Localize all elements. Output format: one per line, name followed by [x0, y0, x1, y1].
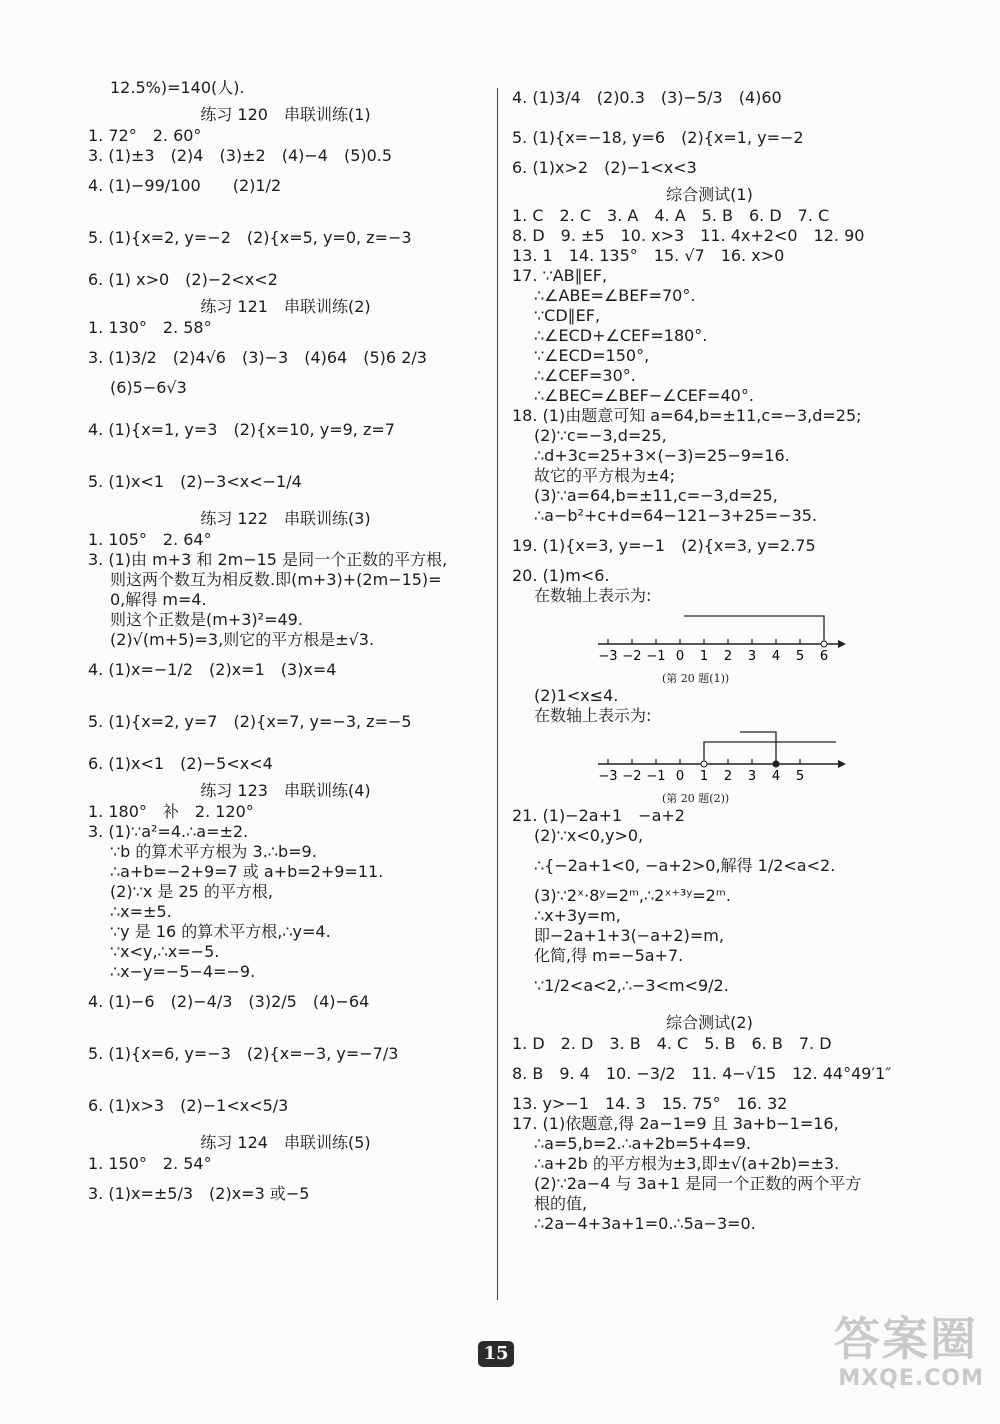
tick-label: −3 — [598, 649, 618, 664]
answer-line: 21. (1)−2a+1 −a+2 — [512, 806, 685, 825]
answer-line: 3. (1)3/2 (2)4√6 (3)−3 (4)64 (5)6 2/3 — [88, 348, 427, 367]
figure-caption: (第 20 题(1)) — [662, 672, 730, 685]
section-heading: 综合测试(1) — [666, 185, 753, 204]
answer-line: 6. (1)x<1 (2)−5<x<4 — [88, 754, 273, 773]
answer-line: ∵x<y,∴x=−5. — [110, 942, 220, 961]
column-divider — [497, 88, 498, 1300]
answer-line: 则这个正数是(m+3)²=49. — [110, 610, 303, 629]
number-line — [598, 730, 848, 792]
answer-line: (2)∵x<0,y>0, — [534, 826, 644, 845]
answer-line: 1. C 2. C 3. A 4. A 5. B 6. D 7. C — [512, 206, 830, 225]
answer-line: ∵1/2<a<2,∴−3<m<9/2. — [534, 976, 729, 995]
answer-line: (2)√(m+5)=3,则它的平方根是±√3. — [110, 630, 375, 649]
closed-endpoint — [773, 761, 779, 767]
answer-line: (2)∵2a−4 与 3a+1 是同一个正数的两个平方 — [534, 1174, 862, 1193]
section-heading: 练习 122 串联训练(3) — [200, 509, 371, 528]
answer-line: 化简,得 m=−5a+7. — [534, 946, 684, 965]
right-column — [512, 78, 907, 1234]
tick-label: −1 — [646, 649, 666, 664]
answer-line: 20. (1)m<6. — [512, 566, 610, 585]
answer-line: (3)∵a=64,b=±11,c=−3,d=25, — [534, 486, 778, 505]
answer-line: 13. y>−1 14. 3 15. 75° 16. 32 — [512, 1094, 788, 1113]
answer-line: 19. (1){x=3, y=−1 (2){x=3, y=2.75 — [512, 536, 816, 555]
number-line-figure — [512, 730, 907, 806]
tick-label: 2 — [723, 769, 733, 784]
answer-line: 0,解得 m=4. — [110, 590, 207, 609]
section-heading: 综合测试(2) — [666, 1013, 753, 1032]
answer-line: ∴∠BEC=∠BEF−∠CEF=40°. — [534, 386, 754, 405]
tick-label: 1 — [699, 649, 709, 664]
answer-line: 17. (1)依题意,得 2a−1=9 且 3a+b−1=16, — [512, 1114, 839, 1133]
answer-line: ∴{−2a+1<0, −a+2>0,解得 1/2<a<2. — [534, 856, 836, 875]
answer-line: 5. (1){x=6, y=−3 (2){x=−3, y=−7/3 — [88, 1044, 399, 1063]
tick-label: 4 — [771, 769, 781, 784]
answer-line: 3. (1)±3 (2)4 (3)±2 (4)−4 (5)0.5 — [88, 146, 393, 165]
tick-label: −1 — [646, 769, 666, 784]
section-heading: 练习 120 串联训练(1) — [200, 105, 371, 124]
answer-line: ∴x+3y=m, — [534, 906, 621, 925]
answer-line: ∴∠ECD+∠CEF=180°. — [534, 326, 708, 345]
answer-line: 5. (1){x=2, y=7 (2){x=7, y=−3, z=−5 — [88, 712, 412, 731]
answer-line: 则这两个数互为相反数.即(m+3)+(2m−15)= — [110, 570, 442, 589]
answer-line: ∴∠ABE=∠BEF=70°. — [534, 286, 696, 305]
answer-line: 6. (1)x>3 (2)−1<x<5/3 — [88, 1096, 289, 1115]
answer-line: 1. 72° 2. 60° — [88, 126, 202, 145]
number-line — [598, 610, 848, 672]
tick-label: 3 — [747, 769, 757, 784]
answer-line: ∴a+b=−2+9=7 或 a+b=2+9=11. — [110, 862, 384, 881]
answer-line: 5. (1)x<1 (2)−3<x<−1/4 — [88, 472, 302, 491]
answer-line: 8. B 9. 4 10. −3/2 11. 4−√15 12. 44°49′1″ — [512, 1064, 892, 1083]
tick-label: 4 — [771, 649, 781, 664]
answer-line: ∴a+2b 的平方根为±3,即±√(a+2b)=±3. — [534, 1154, 840, 1173]
answer-line: (2)1<x≤4. — [534, 686, 619, 705]
answer-line: 4. (1)−99/100 (2)1/2 — [88, 176, 282, 195]
watermark-logo — [834, 1312, 984, 1402]
answer-line: 在数轴上表示为: — [534, 586, 652, 605]
answer-line: 在数轴上表示为: — [534, 706, 652, 725]
answer-line: 13. 1 14. 135° 15. √7 16. x>0 — [512, 246, 785, 265]
answer-line: 5. (1){x=−18, y=6 (2){x=1, y=−2 — [512, 128, 804, 147]
watermark-main: 答案圈 — [834, 1312, 978, 1366]
answer-line: ∵b 的算术平方根为 3.∴b=9. — [110, 842, 317, 861]
tick-label: 3 — [747, 649, 757, 664]
answer-line: 1. 130° 2. 58° — [88, 318, 212, 337]
answer-line: 1. D 2. D 3. B 4. C 5. B 6. B 7. D — [512, 1034, 832, 1053]
answer-line: 故它的平方根为±4; — [534, 466, 675, 485]
answer-line: 1. 150° 2. 54° — [88, 1154, 212, 1173]
section-heading: 练习 124 串联训练(5) — [200, 1133, 371, 1152]
answer-line: 4. (1)−6 (2)−4/3 (3)2/5 (4)−64 — [88, 992, 370, 1011]
answer-line: ∴2a−4+3a+1=0.∴5a−3=0. — [534, 1214, 756, 1233]
answer-line: 3. (1)∵a²=4.∴a=±2. — [88, 822, 249, 841]
answer-line: (6)5−6√3 — [110, 378, 187, 397]
tick-label: 1 — [699, 769, 709, 784]
tick-label: −3 — [598, 769, 618, 784]
answer-line: 1. 105° 2. 64° — [88, 530, 212, 549]
answer-line: 4. (1)3/4 (2)0.3 (3)−5/3 (4)60 — [512, 88, 782, 107]
solution-ray-left — [740, 732, 776, 764]
answer-line: 5. (1){x=2, y=−2 (2){x=5, y=0, z=−3 — [88, 228, 412, 247]
answer-line: 4. (1){x=1, y=3 (2){x=10, y=9, z=7 — [88, 420, 395, 439]
answer-line: 4. (1)x=−1/2 (2)x=1 (3)x=4 — [88, 660, 337, 679]
answer-line: 即−2a+1+3(−a+2)=m, — [534, 926, 724, 945]
answer-line: 17. ∵AB∥EF, — [512, 266, 608, 285]
page-number: 15 — [478, 1341, 514, 1367]
left-column — [88, 78, 483, 1214]
answer-line: ∴a=5,b=2.∴a+2b=5+4=9. — [534, 1134, 752, 1153]
axis-arrow — [838, 760, 846, 768]
answer-line: ∴d+3c=25+3×(−3)=25−9=16. — [534, 446, 790, 465]
tick-label: −2 — [622, 769, 642, 784]
answer-line: 根的值, — [534, 1194, 588, 1213]
answer-line: ∴a−b²+c+d=64−121−3+25=−35. — [534, 506, 818, 525]
solution-ray-right — [704, 742, 836, 764]
answer-line: (2)∵x 是 25 的平方根, — [110, 882, 274, 901]
tick-label: 0 — [675, 649, 685, 664]
answer-line: 8. D 9. ±5 10. x>3 11. 4x+2<0 12. 90 — [512, 226, 865, 245]
number-line-figure — [512, 610, 907, 686]
answer-line: ∴∠CEF=30°. — [534, 366, 636, 385]
solution-ray-left — [684, 616, 824, 644]
open-endpoint — [701, 761, 707, 767]
answer-line: (3)∵2ˣ·8ʸ=2ᵐ,∴2ˣ⁺³ʸ=2ᵐ. — [534, 886, 731, 905]
answer-line: 6. (1)x>2 (2)−1<x<3 — [512, 158, 697, 177]
answer-line: 3. (1)x=±5/3 (2)x=3 或−5 — [88, 1184, 310, 1203]
answer-line: 1. 180° 补 2. 120° — [88, 802, 254, 821]
axis-arrow — [838, 640, 846, 648]
answer-line: 18. (1)由题意可知 a=64,b=±11,c=−3,d=25; — [512, 406, 862, 425]
tick-label: −2 — [622, 649, 642, 664]
answer-line: 3. (1)由 m+3 和 2m−15 是同一个正数的平方根, — [88, 550, 448, 569]
section-heading: 练习 123 串联训练(4) — [200, 781, 371, 800]
answer-line: 12.5%)=140(人). — [110, 78, 245, 97]
tick-label: 5 — [795, 769, 805, 784]
answer-line: (2)∵c=−3,d=25, — [534, 426, 667, 445]
tick-label: 2 — [723, 649, 733, 664]
tick-label: 6 — [819, 649, 829, 664]
figure-caption: (第 20 题(2)) — [662, 792, 730, 805]
answer-line: ∴x=±5. — [110, 902, 172, 921]
tick-label: 5 — [795, 649, 805, 664]
tick-label: 0 — [675, 769, 685, 784]
answer-line: ∴x−y=−5−4=−9. — [110, 962, 256, 981]
section-heading: 练习 121 串联训练(2) — [200, 297, 371, 316]
watermark-url: MXQE.COM — [838, 1366, 984, 1391]
answer-line: ∵CD∥EF, — [534, 306, 601, 325]
answer-line: ∵y 是 16 的算术平方根,∴y=4. — [110, 922, 331, 941]
answer-line: 6. (1) x>0 (2)−2<x<2 — [88, 270, 278, 289]
open-endpoint — [821, 641, 827, 647]
answer-line: ∵∠ECD=150°, — [534, 346, 650, 365]
